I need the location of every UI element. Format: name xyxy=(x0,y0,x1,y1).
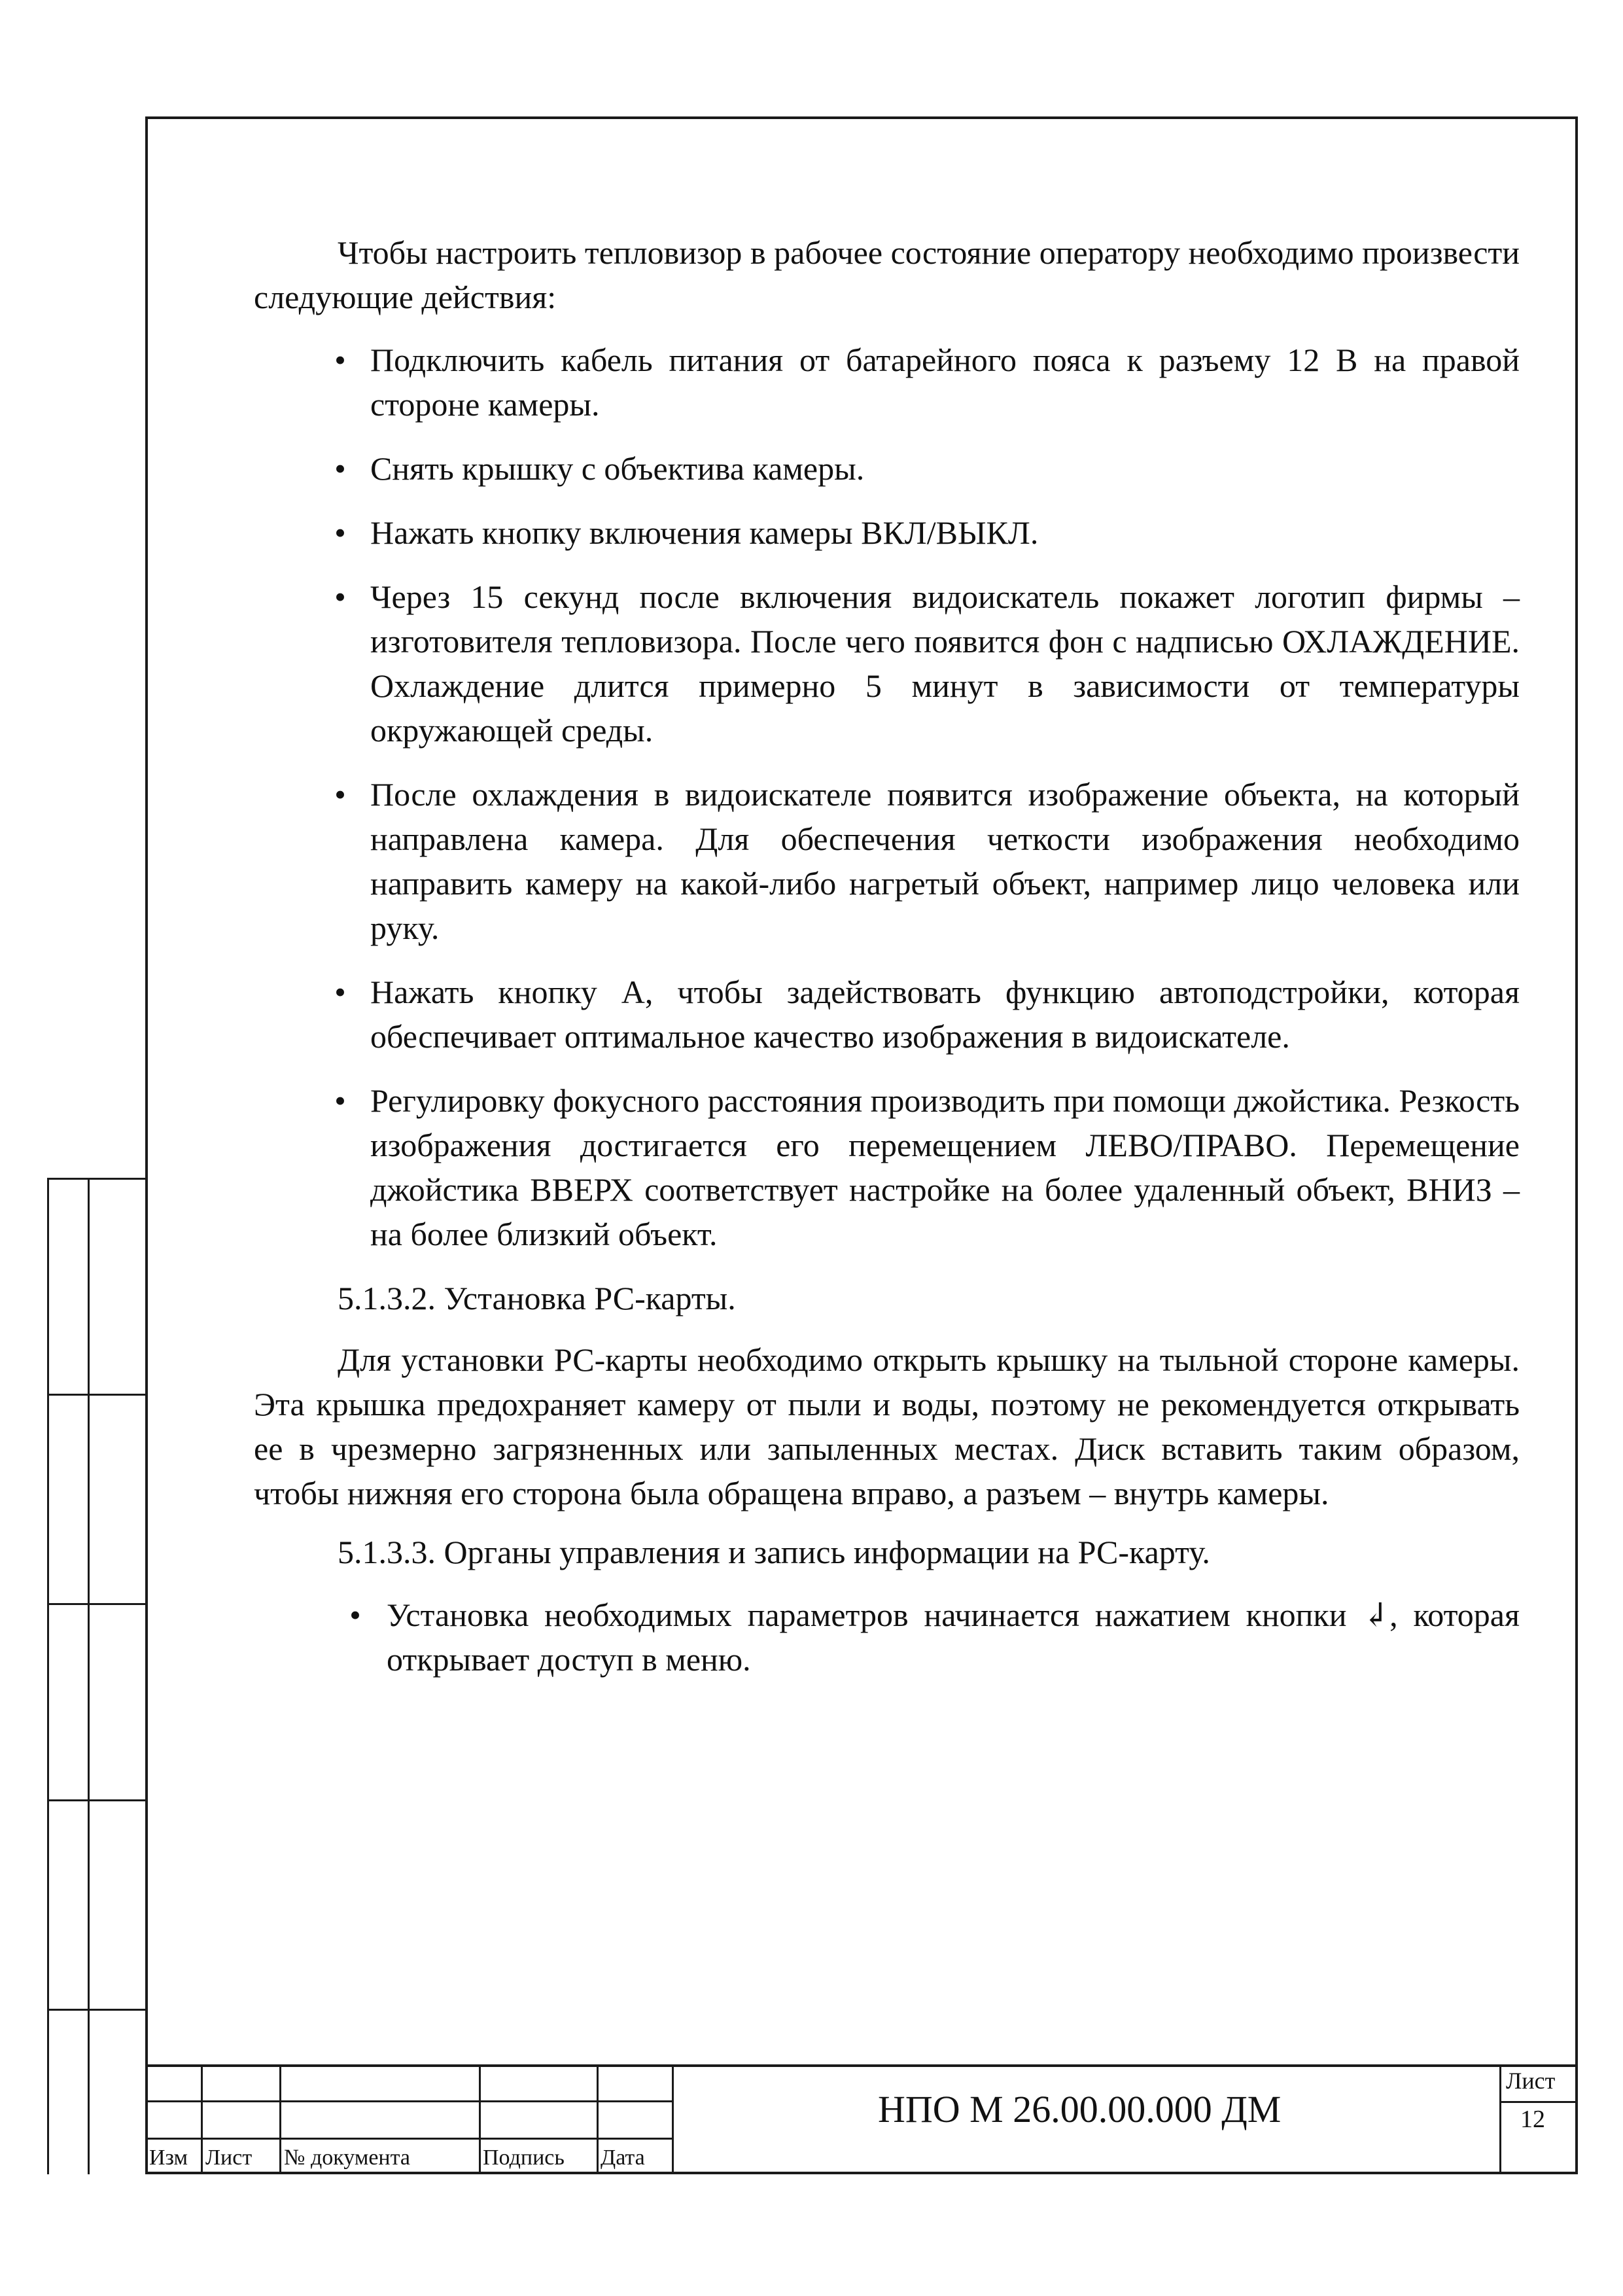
list-item: • Регулировку фокусного расстояния производить при помощи джойстика. Резкость изображения достигается его перемещением ЛЕВО/ПРАВО. Перемещение джойстика ВВЕРХ соответствует настройке на более удаленный объект, ВНИЗ – на более близкий объект. xyxy=(254,1078,1520,1256)
label-date: Дата xyxy=(601,2146,645,2170)
section-heading-controls: 5.1.3.3. Органы управления и запись информации на РС-карту. xyxy=(338,1534,1210,1570)
list-item: • Через 15 секунд после включения видоискатель покажет логотип фирмы –изготовителя тепловизора. После чего появится фон с надписью ОХЛАЖДЕНИЕ. Охлаждение длится примерно 5 минут в зависимости от температуры окружающей среды. xyxy=(254,574,1520,752)
list-item: • После охлаждения в видоискателе появится изображение объекта, на который направлена камера. Для обеспечения четкости изображения необходимо направить камеру на какой-либо нагретый объект, например лицо человека или руку. xyxy=(254,772,1520,950)
list-item: • Установка необходимых параметров начинается нажатием кнопки ↲, которая открывает доступ в меню. xyxy=(254,1593,1520,1682)
document-code: НПО М 26.00.00.000 ДМ xyxy=(878,2088,1282,2130)
label-signature: Подпись xyxy=(483,2146,565,2170)
sheet-number: 12 xyxy=(1520,2106,1545,2133)
list-item: • Снять крышку с объектива камеры. xyxy=(254,446,1520,491)
margin-line xyxy=(47,1178,145,1180)
pc-card-paragraph: Для установки РС-карты необходимо открыть крышку на тыльной стороне камеры. Эта крышка предохраняет камеру от пыли и воды, поэтому не рекомендуется открывать ее в чрезмерно загрязненных или запыленных местах. Диск вставить таким образом, чтобы нижняя его сторона была обращена вправо, а разъем – внутрь камеры. xyxy=(254,1341,1520,1511)
margin-stamp-columns xyxy=(47,1178,145,2174)
margin-line xyxy=(47,1394,145,1396)
title-block-line xyxy=(279,2064,281,2174)
title-block-line xyxy=(145,2138,672,2140)
sheet-label: Лист xyxy=(1506,2068,1556,2094)
controls-list xyxy=(254,1593,1520,1682)
margin-line xyxy=(47,1603,145,1605)
section-heading-pc-card: 5.1.3.2. Установка РС-карты. xyxy=(338,1280,736,1316)
steps-list xyxy=(254,338,1520,1256)
margin-line xyxy=(47,2009,145,2011)
list-item: • Подключить кабель питания от батарейного пояса к разъему 12 В на правой стороне камеры. xyxy=(254,338,1520,427)
label-document-number: № документа xyxy=(284,2146,410,2170)
title-block-line xyxy=(479,2064,481,2174)
title-block xyxy=(145,2064,1578,2174)
bullet-icon: • xyxy=(334,342,346,378)
margin-line xyxy=(47,1799,145,1801)
document-body xyxy=(254,230,1520,1701)
bullet-icon: • xyxy=(334,1082,346,1119)
margin-line xyxy=(88,1178,90,2174)
bullet-icon: • xyxy=(334,974,346,1010)
title-block-line xyxy=(145,2100,672,2102)
bullet-icon: • xyxy=(334,776,346,813)
bullet-icon: • xyxy=(349,1597,361,1633)
list-item: • Нажать кнопку включения камеры ВКЛ/ВЫКЛ. xyxy=(254,510,1520,555)
bullet-icon: • xyxy=(334,578,346,615)
margin-line xyxy=(47,1178,49,2174)
title-block-line xyxy=(201,2064,203,2174)
bullet-icon: • xyxy=(334,450,346,487)
title-block-line xyxy=(145,2064,1578,2067)
label-izm: Изм xyxy=(149,2146,188,2170)
label-list: Лист xyxy=(205,2146,253,2170)
sheet-box xyxy=(1499,2064,1578,2174)
bullet-icon: • xyxy=(334,514,346,551)
title-block-line xyxy=(672,2064,674,2174)
title-block-line xyxy=(597,2064,599,2174)
intro-paragraph: Чтобы настроить тепловизор в рабочее состояние оператору необходимо произвести следующие действия: xyxy=(254,234,1520,315)
list-item: • Нажать кнопку А, чтобы задействовать функцию автоподстройки, которая обеспечивает оптимальное качество изображения в видоискателе. xyxy=(254,970,1520,1059)
